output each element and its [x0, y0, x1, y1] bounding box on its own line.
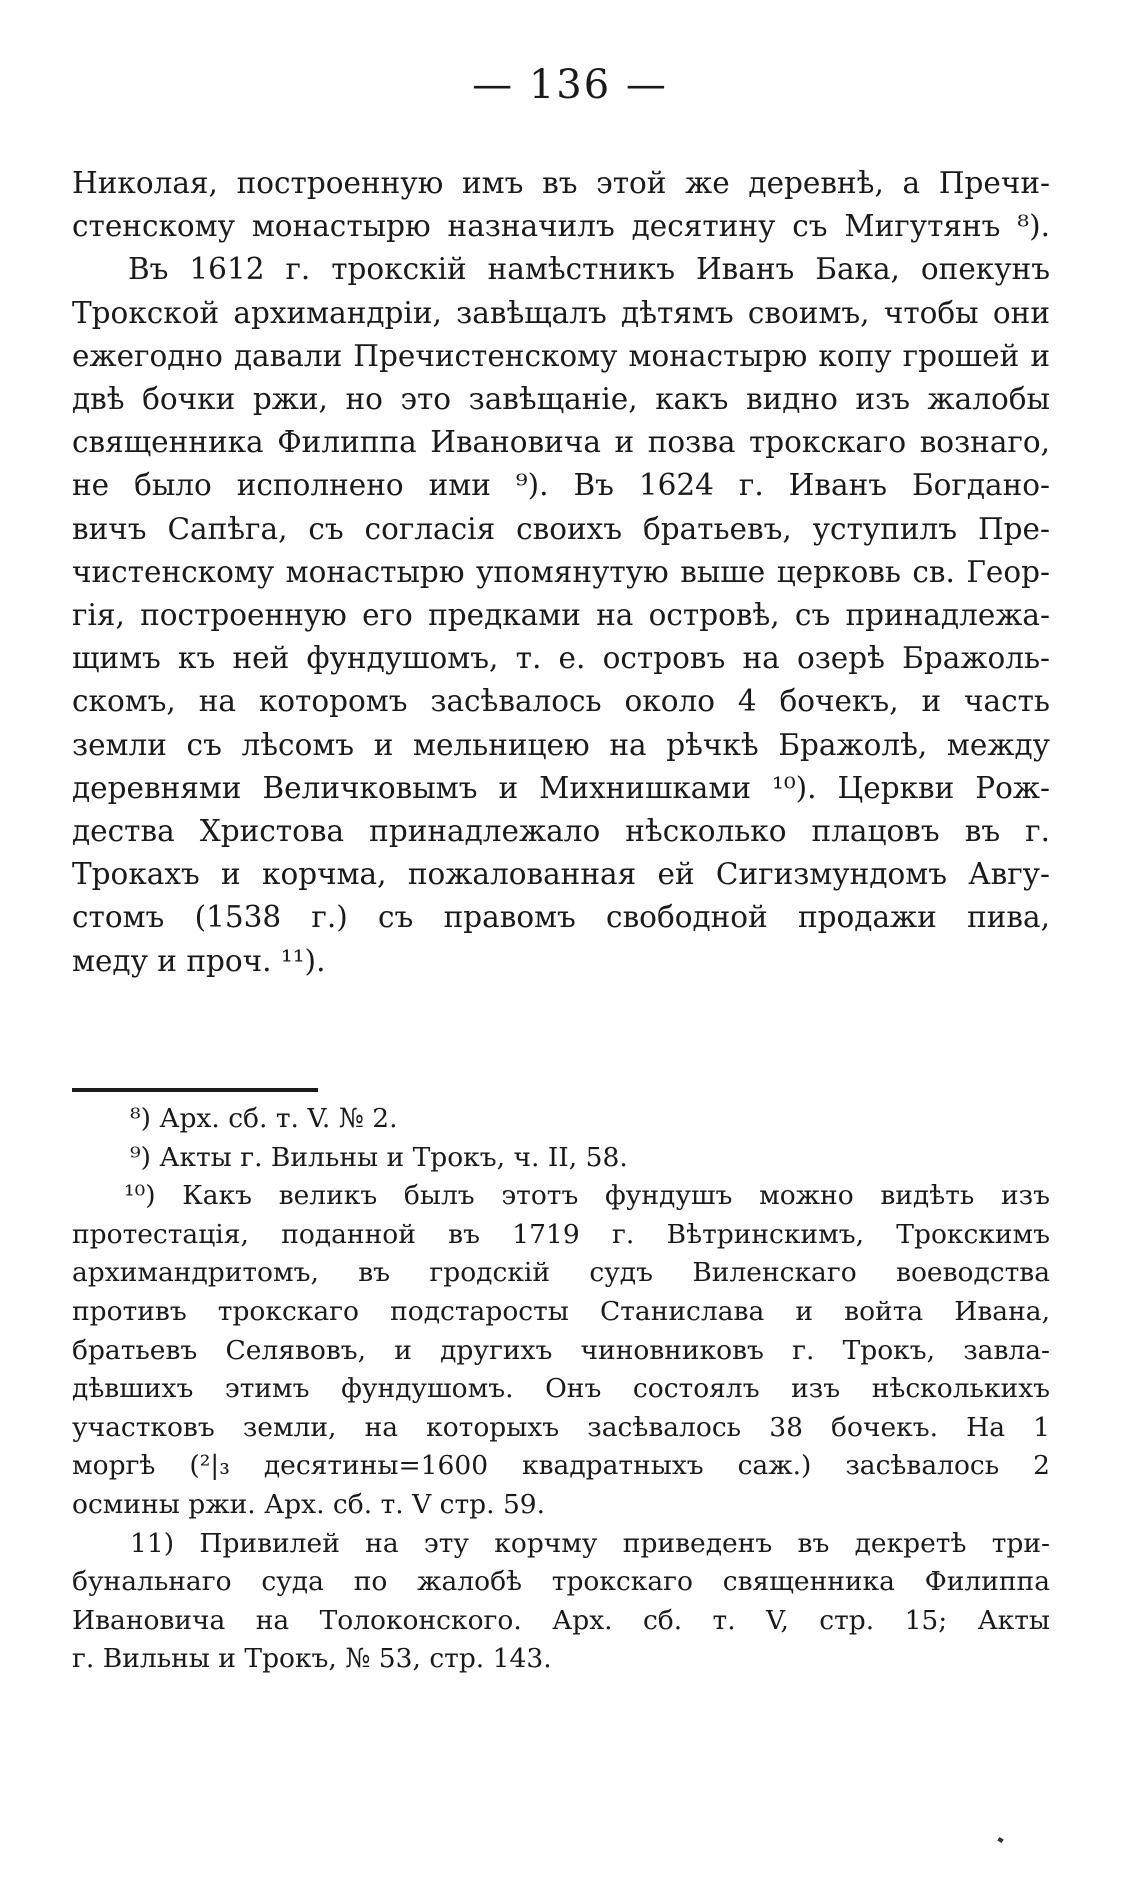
footnote-line: осмины ржи. Арх. сб. т. V стр. 59. [72, 1488, 546, 1520]
text-line: вичъ Сапѣга, съ согласія своихъ братьевъ, уступилъ Пре- [72, 511, 1050, 546]
footnotes [72, 1100, 1050, 1679]
text-line: стомъ (1538 г.) съ правомъ свободной продажи пива, [72, 900, 1050, 935]
page-number: — 136 — [472, 62, 668, 108]
text-line: Трокахъ и корчма, пожалованная ей Сигизмундомъ Авгу- [72, 857, 1050, 892]
text-line: земли съ лѣсомъ и мельницею на рѣчкѣ Бражолѣ, между [72, 727, 1050, 762]
text-line: стенскому монастырю назначилъ десятину съ Мигутянъ ⁸). [72, 209, 1050, 244]
text-line: чистенскому монастырю упомянутую выше церковь св. Геор- [72, 554, 1050, 589]
footnote-line: ⁹) Акты г. Вильны и Трокъ, ч. II, 58. [130, 1141, 628, 1173]
text-line: Трокской архимандріи, завѣщалъ дѣтямъ своимъ, чтобы они [72, 295, 1050, 330]
footnote-line: участковъ земли, на которыхъ засѣвалось 38 бочекъ. На 1 [72, 1411, 1050, 1443]
footnote-line: ¹⁰) Какъ великъ былъ этотъ фундушъ можно видѣть изъ [124, 1180, 1050, 1212]
footnote-line: Ивановича на Толоконского. Арх. сб. т. V, стр. 15; Акты [72, 1604, 1050, 1636]
text-line: Николая, построенную имъ въ этой же деревнѣ, а Пречи- [72, 166, 1050, 200]
footnote-line: дѣвшихъ этимъ фундушомъ. Онъ состоялъ изъ нѣсколькихъ [72, 1373, 1050, 1405]
text-line: священника Филиппа Ивановича и позва трокскаго вознаго, [72, 425, 1050, 460]
footnote-line: г. Вильны и Трокъ, № 53, стр. 143. [72, 1643, 552, 1675]
footnote-line: противъ трокскаго подстаросты Станислава и войта Ивана, [72, 1295, 1050, 1327]
footnote-line: ⁸) Арх. сб. т. V. № 2. [130, 1103, 398, 1134]
footnote-line: бунальнаго суда по жалобѣ трокскаго священника Филиппа [72, 1566, 1050, 1598]
text-line: скомъ, на которомъ засѣвалось около 4 бочекъ, и часть [72, 684, 1050, 719]
footnote-line: 11) Привилей на эту корчму приведенъ въ декретѣ три- [130, 1527, 1050, 1559]
text-line: двѣ бочки ржи, но это завѣщаніе, какъ видно изъ жалобы [72, 382, 1050, 417]
text-line: меду и проч. ¹¹). [72, 943, 326, 978]
text-line: ежегодно давали Пречистенскому монастырю копу грошей и [72, 338, 1050, 373]
text-line: щимъ къ ней фундушомъ, т. е. островъ на озерѣ Бражоль- [72, 641, 1050, 676]
text-line: дества Христова принадлежало нѣсколько плацовъ въ г. [72, 814, 1050, 849]
text-line: гія, построенную его предками на островѣ, съ принадлежа- [72, 598, 1050, 633]
footnote-line: архимандритомъ, въ гродскій судъ Виленскаго воеводства [72, 1257, 1050, 1289]
footnote-line: протестація, поданной въ 1719 г. Вѣтринскимъ, Трокскимъ [72, 1218, 1050, 1250]
text-line: Въ 1612 г. трокскій намѣстникъ Иванъ Бака, опекунъ [128, 252, 1050, 287]
footnote-line: братьевъ Селявовъ, и другихъ чиновниковъ г. Трокъ, завла- [72, 1334, 1050, 1366]
ink-speck [997, 1837, 1003, 1843]
text-line: не было исполнено ими ⁹). Въ 1624 г. Иванъ Богдано- [72, 468, 1050, 503]
footnote-line: моргѣ (²|₃ десятины=1600 квадратныхъ саж.) засѣвалось 2 [72, 1450, 1050, 1482]
main-text [72, 162, 1050, 983]
footnote-separator [72, 1088, 318, 1092]
text-line: деревнями Величковымъ и Михнишками ¹⁰). Церкви Рож- [72, 770, 1050, 805]
